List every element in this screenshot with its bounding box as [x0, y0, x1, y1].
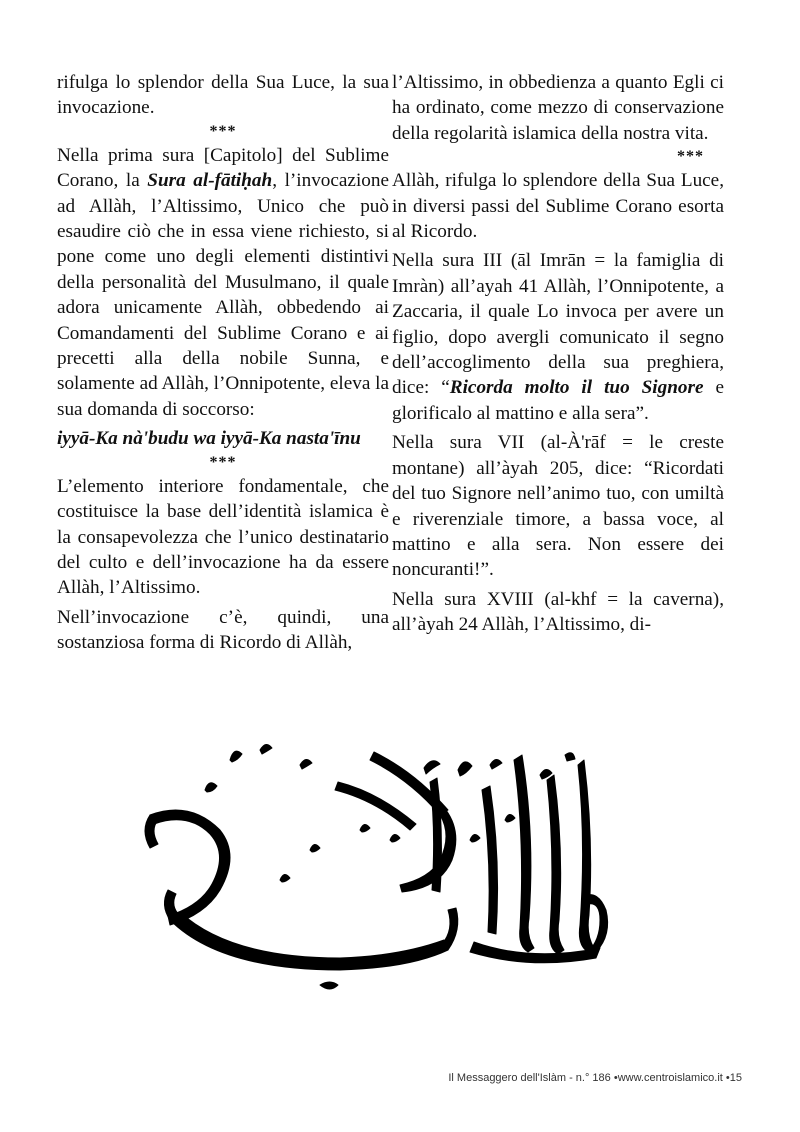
paragraph: l’Altissimo, in obbedienza a quanto Egli ci ha ordinato, come mezzo di conservazione della regolarità islamica della nostra vita. — [392, 72, 724, 144]
quote-emphasis: Ricorda molto il tuo Signore — [449, 377, 704, 399]
calligraphy-text: الله اكبر — [110, 720, 114, 721]
paragraph-text: e glorificalo al mattino e alla sera”. — [392, 377, 724, 424]
paragraph: Allàh, rifulga lo splendore della Sua Luce, in diversi passi del Sublime Corano esorta al Ricordo. — [392, 170, 724, 243]
paragraph-text: Nella sura III (āl Imrān = la famiglia di Imràn) all’ayah 41 Allàh, l’Onnipotente, a Zaccaria, il quale Lo invoca per avere un figlio, dopo avergli comunicato il segno dell’accoglimento della sua preghiera, dice: “ — [392, 250, 724, 399]
paragraph: rifulga lo splendor della Sua Luce, la sua invocazione. — [57, 72, 389, 119]
section-separator: *** — [677, 148, 704, 166]
website: • www.centroislamico.it — [611, 1072, 723, 1084]
section-separator: *** — [209, 453, 237, 471]
paragraph: Nell’invocazione c’è, quindi, una sostanziosa forma di Ricordo di Allàh, — [57, 606, 389, 654]
page-number: • 15 — [723, 1072, 742, 1084]
page-footer — [0, 1072, 742, 1084]
paragraph — [57, 143, 389, 422]
sura-name: Sura al-fātiḥah — [147, 170, 273, 192]
section-separator: *** — [209, 122, 237, 140]
paragraph: Nella sura VII (al-À'rāf = le creste montane) all’àyah 205, dice: “Ricordati del tuo Signore nell’animo tuo, con umiltà e riverenziale timore, a bassa voce, al mattino e alla sera. Non essere dei noncuranti!”. — [392, 432, 724, 581]
paragraph — [392, 248, 724, 426]
right-column — [392, 70, 724, 638]
transliteration: iyyā-Ka nà'budu wa iyyā-Ka nasta'īnu — [57, 428, 361, 450]
paragraph-text: , l’invocazione ad Allàh, l’Altissimo, Unico che può esaudire ciò che in essa viene richiesto, si pone come uno degli elementi distintivi della personalità del Musulmano, il quale adora unicamente Allàh, obbedendo ai Comandamenti del Sublime Corano e ai precetti alla della nobile Sunna, e solamente ad Allàh, l’Onnipotente, eleva la sua domanda di soccorso: — [57, 170, 389, 420]
arabic-calligraphy-icon — [110, 720, 640, 1020]
publication-name: Il Messaggero dell'Islàm - n.° 186 — [448, 1072, 611, 1084]
paragraph: Nella sura XVIII (al-khf = la caverna), all’àyah 24 Allàh, l’Altissimo, di- — [392, 588, 724, 636]
left-column — [57, 70, 389, 656]
paragraph-text: Nella prima sura [Capitolo] del Sublime Corano, la — [57, 144, 389, 192]
paragraph: L’elemento interiore fondamentale, che costituisce la base dell’identità islamica è la consapevolezza che l’unico destinatario del culto e dell’invocazione ha da essere Allàh, l’Altissimo. — [57, 475, 389, 599]
